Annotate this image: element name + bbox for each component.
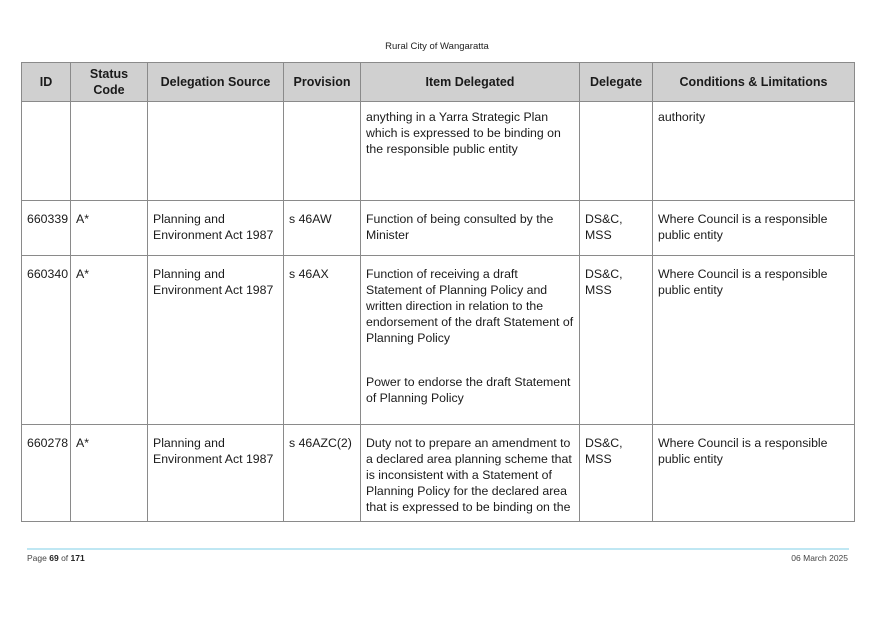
table-row [22, 256, 855, 425]
table-header-row [22, 63, 855, 102]
page-header-title: Rural City of Wangaratta [385, 41, 489, 52]
column-header-conditions: Conditions & Limitations [653, 63, 855, 102]
page-of: of [61, 553, 69, 563]
table-row [22, 425, 855, 522]
item-paragraph: Duty not to prepare an amendment to a declared area planning scheme that is inconsistent with a Statement of Planning Policy for the declared area that is expressed to be binding on the [366, 436, 572, 514]
item-paragraph: Function of being consulted by the Minister [366, 212, 554, 242]
cell-delegate [580, 102, 653, 201]
cell-delegate: DS&C, MSS [580, 256, 653, 425]
footer-date: 06 March 2025 [791, 553, 848, 563]
table-row [22, 201, 855, 256]
cell-conditions: Where Council is a responsible public entity [653, 425, 855, 522]
cell-id: 660340 [22, 256, 71, 425]
column-header-delegation-source: Delegation Source [148, 63, 284, 102]
cell-delegate: DS&C, MSS [580, 425, 653, 522]
column-header-delegate: Delegate [580, 63, 653, 102]
cell-id [22, 102, 71, 201]
column-header-item-delegated: Item Delegated [361, 63, 580, 102]
cell-provision: s 46AX [284, 256, 361, 425]
cell-conditions: Where Council is a responsible public entity [653, 201, 855, 256]
column-header-id: ID [22, 63, 71, 102]
cell-item-delegated [361, 256, 580, 425]
cell-delegation-source [148, 102, 284, 201]
item-paragraph: Function of receiving a draft Statement of Planning Policy and written direction in relation to the endorsement of the draft Statement of Planning Policy [366, 267, 574, 345]
cell-delegation-source: Planning and Environment Act 1987 [148, 256, 284, 425]
cell-conditions: Where Council is a responsible public entity [653, 256, 855, 425]
cell-provision: s 46AZC(2) [284, 425, 361, 522]
cell-id: 660278 [22, 425, 71, 522]
column-header-provision: Provision [284, 63, 361, 102]
cell-item-delegated [361, 201, 580, 256]
cell-status-code: A* [71, 256, 148, 425]
cell-delegation-source: Planning and Environment Act 1987 [148, 201, 284, 256]
column-header-status-code: Status Code [71, 63, 148, 102]
page-number [27, 553, 85, 563]
cell-delegation-source: Planning and Environment Act 1987 [148, 425, 284, 522]
cell-provision [284, 102, 361, 201]
footer-divider [27, 548, 849, 550]
table-row [22, 102, 855, 201]
cell-item-delegated [361, 425, 580, 522]
page-total: 171 [70, 553, 85, 563]
item-paragraph: Power to endorse the draft Statement of Planning Policy [366, 375, 571, 405]
cell-status-code [71, 102, 148, 201]
page-current: 69 [49, 553, 59, 563]
cell-status-code: A* [71, 425, 148, 522]
cell-provision: s 46AW [284, 201, 361, 256]
cell-id: 660339 [22, 201, 71, 256]
cell-conditions: authority [653, 102, 855, 201]
page-prefix: Page [27, 553, 47, 563]
cell-item-delegated [361, 102, 580, 201]
item-paragraph: anything in a Yarra Strategic Plan which is expressed to be binding on the responsible public entity [366, 110, 561, 156]
cell-status-code: A* [71, 201, 148, 256]
cell-delegate: DS&C, MSS [580, 201, 653, 256]
delegation-table [21, 62, 855, 522]
